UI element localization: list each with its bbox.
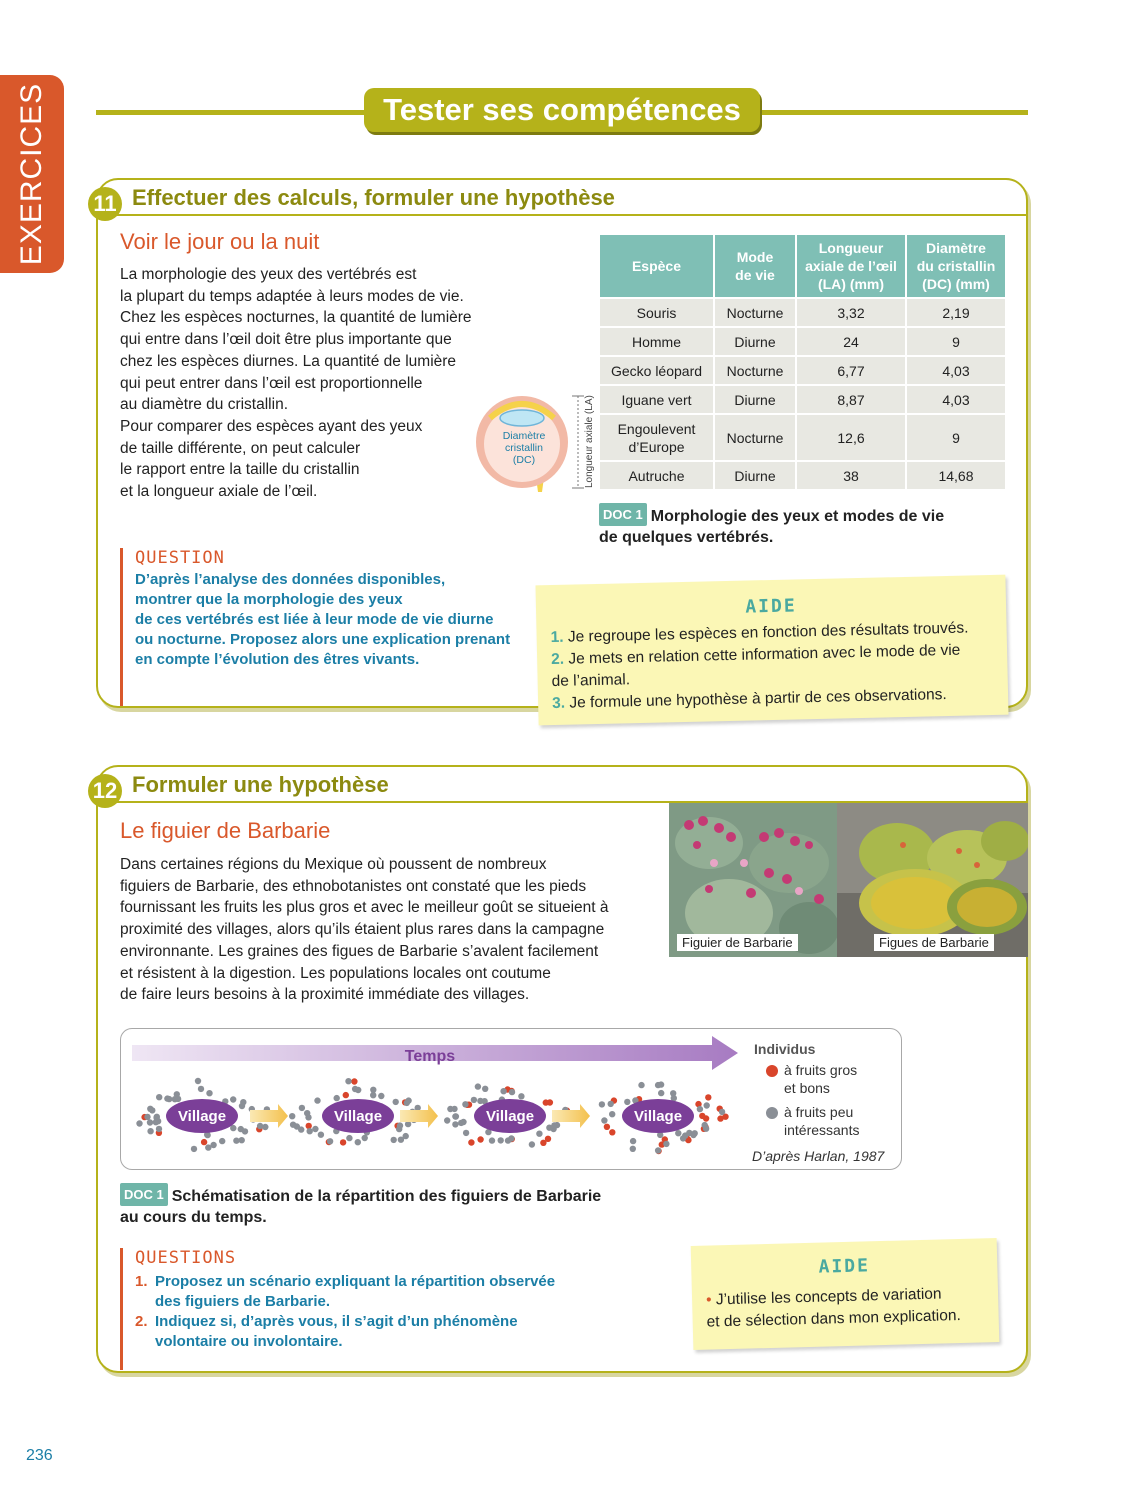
legend-text: et bons — [784, 1080, 830, 1096]
question-title: QUESTION — [135, 548, 225, 568]
individual-poor-fruit — [405, 1097, 411, 1103]
individual-poor-fruit — [195, 1078, 201, 1084]
text-line: et la longueur axiale de l’œil. — [120, 483, 318, 501]
cell-la: 24 — [796, 327, 906, 356]
individual-poor-fruit — [675, 1130, 681, 1136]
individual-poor-fruit — [536, 1131, 542, 1137]
doc-caption-line: de quelques vertébrés. — [599, 529, 774, 546]
doc-caption — [599, 503, 944, 548]
individual-poor-fruit — [144, 1114, 150, 1120]
cell-mode: Nocturne — [714, 298, 796, 327]
cell-text: Engoulevent — [617, 420, 696, 437]
doc-caption-line: Schématisation de la répartition des figuiers de Barbarie — [171, 1188, 602, 1205]
individual-good-fruit — [604, 1124, 610, 1130]
help-title: AIDE — [745, 595, 797, 618]
individual-poor-fruit — [471, 1097, 477, 1103]
legend-title: Individus — [754, 1041, 816, 1057]
individual-poor-fruit — [242, 1128, 248, 1134]
help-line: Je formule une hypothèse à partir de ces observations. — [569, 686, 947, 712]
text-line: qui entre dans l’œil doit être plus importante que — [120, 331, 452, 349]
help-num: 1. — [550, 628, 564, 647]
help-num: 3. — [551, 694, 566, 712]
help-text — [550, 618, 970, 715]
cell-la: 3,32 — [796, 298, 906, 327]
individual-good-fruit — [705, 1094, 711, 1100]
cell-espece — [599, 356, 714, 385]
individual-poor-fruit — [136, 1120, 142, 1126]
individual-good-fruit — [477, 1136, 483, 1142]
cell-espece — [599, 298, 714, 327]
individual-good-fruit — [351, 1078, 357, 1084]
exercise-subtitle: Le figuier de Barbarie — [120, 818, 331, 843]
cell-mode: Nocturne — [714, 356, 796, 385]
col-header-line: (LA) (mm) — [817, 276, 885, 292]
individual-poor-fruit — [230, 1096, 236, 1102]
col-header-line: axiale de l’œil — [805, 258, 897, 274]
individual-poor-fruit — [462, 1101, 468, 1107]
individual-poor-fruit — [703, 1126, 709, 1132]
individual-poor-fruit — [489, 1137, 495, 1143]
individual-poor-fruit — [601, 1117, 607, 1123]
col-header-line: du cristallin — [916, 258, 996, 274]
individual-poor-fruit — [153, 1115, 159, 1121]
schema-legend — [754, 1040, 859, 1139]
cell-la: 12,6 — [796, 414, 906, 461]
individual-poor-fruit — [299, 1105, 305, 1111]
individual-poor-fruit — [172, 1096, 178, 1102]
cell-la: 6,77 — [796, 356, 906, 385]
table-row — [599, 385, 1006, 414]
individual-good-fruit — [547, 1099, 553, 1105]
individual-good-fruit — [699, 1113, 705, 1119]
photo-caption: Figues de Barbarie — [874, 934, 994, 951]
village-label: Village — [485, 1108, 535, 1125]
questions-block — [120, 1248, 555, 1370]
cell-espece — [599, 414, 714, 461]
individual-poor-fruit — [393, 1099, 399, 1105]
table-row — [599, 414, 1006, 461]
individual-poor-fruit — [346, 1135, 352, 1141]
individual-poor-fruit — [451, 1106, 457, 1112]
text-line: de faire leurs besoins à la proximité immédiate des villages. — [120, 986, 530, 1004]
text-line: Pour comparer des espèces ayant des yeux — [120, 417, 423, 435]
col-header — [906, 234, 1006, 298]
individual-poor-fruit — [655, 1082, 661, 1088]
individual-poor-fruit — [205, 1144, 211, 1150]
text-line: au diamètre du cristallin. — [120, 396, 288, 414]
individual-poor-fruit — [149, 1107, 155, 1113]
cell-dc: 4,03 — [906, 356, 1006, 385]
exercise-title: Effectuer des calculs, formuler une hypothèse — [132, 185, 615, 210]
crystalline-lens — [500, 410, 544, 426]
individual-poor-fruit — [697, 1106, 703, 1112]
table-row — [599, 327, 1006, 356]
question-number: 1. — [135, 1273, 148, 1290]
cell-la: 8,87 — [796, 385, 906, 414]
individual-poor-fruit — [719, 1109, 725, 1115]
cell-dc: 14,68 — [906, 461, 1006, 490]
cell-text: Gecko léopard — [610, 362, 703, 379]
table-header-row — [599, 234, 1006, 298]
text-line: de taille différente, on peut calculer — [120, 439, 361, 457]
individual-poor-fruit — [239, 1103, 245, 1109]
schema-drawing — [120, 1028, 740, 1170]
individual-poor-fruit — [198, 1086, 204, 1092]
table-row — [599, 356, 1006, 385]
help-line: J’utilise les concepts de variation — [715, 1285, 942, 1309]
axial-length-label: Longueur axiale (LA) — [584, 395, 595, 488]
individual-poor-fruit — [257, 1123, 263, 1129]
photo-caption: Figuier de Barbarie — [677, 934, 798, 951]
text-line: figuiers de Barbarie, des ethnobotanistes ont constaté que les pieds — [120, 877, 587, 895]
doc-label: DOC 1 — [599, 503, 647, 526]
individual-poor-fruit — [206, 1090, 212, 1096]
village-label: Village — [177, 1108, 227, 1125]
individual-good-fruit — [540, 1140, 546, 1146]
individual-poor-fruit — [370, 1092, 376, 1098]
page-number: 236 — [26, 1447, 53, 1464]
individual-poor-fruit — [529, 1141, 535, 1147]
cell-text: Homme — [631, 333, 681, 350]
exercise-subtitle: Voir le jour ou la nuit — [120, 229, 320, 254]
col-header-line: Espèce — [631, 258, 682, 274]
questions-text — [135, 1272, 555, 1352]
help-num: 2. — [550, 650, 565, 669]
individual-poor-fruit — [655, 1147, 661, 1153]
individual-good-fruit — [468, 1139, 474, 1145]
exercise-title: Formuler une hypothèse — [132, 772, 389, 797]
photo-figs — [837, 803, 1028, 957]
question-line: de ces vertébrés est liée à leur mode de vie diurne — [135, 611, 494, 628]
individual-poor-fruit — [498, 1137, 504, 1143]
question-line: ou nocturne. Proposez alors une explication prenant — [135, 631, 511, 648]
photo-cactus — [669, 803, 837, 957]
individual-poor-fruit — [630, 1138, 636, 1144]
individual-poor-fruit — [452, 1121, 458, 1127]
individual-poor-fruit — [475, 1083, 481, 1089]
eye-morphology-table — [598, 233, 1007, 491]
col-header — [714, 234, 796, 298]
individual-poor-fruit — [345, 1078, 351, 1084]
exercise-number: 12 — [88, 774, 122, 808]
text-line: proximité des villages, alors qu’ils étaient plus rares dans la campagne — [120, 921, 605, 939]
legend-text: à fruits peu — [784, 1104, 854, 1120]
text-line: Dans certaines régions du Mexique où poussent de nombreux — [120, 856, 547, 873]
text-line: et résistent à la digestion. Les populations locales ont coutume — [120, 964, 551, 982]
individual-poor-fruit — [147, 1128, 153, 1134]
question-line: montrer que la morphologie des yeux — [135, 591, 403, 608]
intro-text — [120, 854, 609, 1006]
individual-good-fruit — [609, 1129, 615, 1135]
individual-poor-fruit — [312, 1126, 318, 1132]
bullet: • — [705, 1291, 712, 1309]
individual-poor-fruit — [233, 1138, 239, 1144]
individual-poor-fruit — [305, 1114, 311, 1120]
doc-caption — [120, 1183, 601, 1228]
individual-poor-fruit — [630, 1146, 636, 1152]
legend-red-dot — [766, 1065, 778, 1077]
individual-poor-fruit — [505, 1137, 511, 1143]
individual-poor-fruit — [362, 1135, 368, 1141]
individual-poor-fruit — [318, 1132, 324, 1138]
intro-text — [120, 264, 472, 503]
doc-label: DOC 1 — [120, 1183, 168, 1206]
individual-poor-fruit — [334, 1095, 340, 1101]
questions-title: QUESTIONS — [135, 1248, 237, 1268]
doc-caption-line: au cours du temps. — [120, 1209, 267, 1226]
individual-poor-fruit — [458, 1120, 464, 1126]
individual-poor-fruit — [327, 1138, 333, 1144]
col-header-line: Diamètre — [926, 240, 986, 256]
lens-label: (DC) — [512, 454, 536, 466]
col-header-line: de vie — [735, 267, 775, 283]
village-label: Village — [333, 1108, 383, 1125]
page-title: Tester ses compétences — [364, 88, 760, 132]
individual-poor-fruit — [686, 1130, 692, 1136]
individual-poor-fruit — [518, 1093, 524, 1099]
time-label: Temps — [404, 1048, 456, 1065]
help-note — [691, 1238, 1000, 1350]
help-note — [535, 575, 1008, 726]
eye-diagram — [468, 388, 598, 500]
individual-poor-fruit — [663, 1141, 669, 1147]
text-line: le rapport entre la taille du cristallin — [120, 461, 360, 479]
question-text — [135, 570, 510, 670]
col-header — [796, 234, 906, 298]
col-header-line: Mode — [736, 249, 774, 265]
table-row — [599, 461, 1006, 490]
text-line: qui peut entrer dans l’œil est proportionnelle — [120, 374, 423, 392]
lens-label: Diamètre — [502, 430, 546, 442]
individual-poor-fruit — [147, 1119, 153, 1125]
lens-label: cristallin — [505, 442, 543, 454]
individual-poor-fruit — [452, 1113, 458, 1119]
cell-mode: Diurne — [714, 461, 796, 490]
question-line: Indiquez si, d’après vous, il s’agit d’un phénomène — [155, 1313, 518, 1330]
cell-text: Iguane vert — [621, 391, 692, 408]
individual-poor-fruit — [624, 1099, 630, 1105]
individual-poor-fruit — [166, 1096, 172, 1102]
individual-poor-fruit — [608, 1101, 614, 1107]
individual-poor-fruit — [658, 1090, 664, 1096]
text-line: la plupart du temps adaptée à leurs modes de vie. — [120, 287, 464, 305]
individual-poor-fruit — [314, 1097, 320, 1103]
individual-poor-fruit — [509, 1089, 515, 1095]
question-line: volontaire ou involontaire. — [155, 1333, 343, 1350]
individual-poor-fruit — [352, 1086, 358, 1092]
individual-poor-fruit — [463, 1130, 469, 1136]
help-text — [706, 1283, 961, 1334]
cell-text: Autruche — [628, 467, 685, 484]
help-line: de l’animal. — [551, 671, 631, 691]
table-row — [599, 298, 1006, 327]
col-header-line: (DC) (mm) — [922, 276, 990, 292]
legend-text: à fruits gros — [784, 1062, 858, 1078]
question-line: D’après l’analyse des données disponibles, — [135, 571, 446, 588]
text-line: environnante. Les graines des figues de Barbarie s’avalent facilement — [120, 942, 599, 960]
individual-poor-fruit — [191, 1146, 197, 1152]
individual-good-fruit — [343, 1092, 349, 1098]
cell-dc: 2,19 — [906, 298, 1006, 327]
doc-caption-line: Morphologie des yeux et modes de vie — [650, 508, 945, 525]
cell-espece — [599, 327, 714, 356]
cell-mode: Diurne — [714, 327, 796, 356]
individual-poor-fruit — [680, 1135, 686, 1141]
individual-poor-fruit — [298, 1126, 304, 1132]
individual-poor-fruit — [546, 1125, 552, 1131]
col-header-line: Longueur — [818, 240, 884, 256]
individual-poor-fruit — [638, 1082, 644, 1088]
section-tab — [0, 75, 64, 273]
question-line: en compte l’évolution des êtres vivants. — [135, 651, 420, 668]
question-line: Proposez un scénario expliquant la répartition observée — [155, 1273, 556, 1290]
col-header — [599, 234, 714, 298]
individual-poor-fruit — [500, 1088, 506, 1094]
cell-dc: 9 — [906, 414, 1006, 461]
individual-poor-fruit — [156, 1094, 162, 1100]
section-tab-label: EXERCICES — [15, 82, 48, 266]
text-line: chez les espèces diurnes. La quantité de lumière — [120, 352, 457, 370]
individual-good-fruit — [340, 1139, 346, 1145]
individual-poor-fruit — [355, 1139, 361, 1145]
individual-poor-fruit — [289, 1113, 295, 1119]
help-line: Je regroupe les espèces en fonction des résultats trouvés. — [567, 619, 969, 646]
cell-espece — [599, 461, 714, 490]
individual-poor-fruit — [219, 1138, 225, 1144]
individual-good-fruit — [306, 1123, 312, 1129]
individual-poor-fruit — [609, 1111, 615, 1117]
legend-text: intéressants — [784, 1122, 860, 1138]
individual-poor-fruit — [599, 1101, 605, 1107]
legend-grey-dot — [766, 1107, 778, 1119]
help-line: et de sélection dans mon explication. — [706, 1306, 962, 1331]
schema-source: D’après Harlan, 1987 — [752, 1148, 885, 1164]
individual-poor-fruit — [378, 1093, 384, 1099]
individual-poor-fruit — [156, 1126, 162, 1132]
cell-text: d’Europe — [628, 438, 685, 455]
cell-dc: 4,03 — [906, 385, 1006, 414]
individual-poor-fruit — [397, 1122, 403, 1128]
individual-poor-fruit — [482, 1086, 488, 1092]
question-block — [120, 548, 510, 706]
text-line: fournissant les fruits les plus gros et avec le meilleur goût se situeient à — [120, 899, 609, 917]
text-line: Chez les espèces nocturnes, la quantité de lumière — [120, 309, 472, 327]
village-label: Village — [633, 1108, 683, 1125]
individual-poor-fruit — [444, 1117, 450, 1123]
individual-poor-fruit — [391, 1137, 397, 1143]
individual-poor-fruit — [398, 1137, 404, 1143]
cell-text: Souris — [636, 304, 677, 321]
individual-good-fruit — [201, 1139, 207, 1145]
cell-la: 38 — [796, 461, 906, 490]
cell-mode: Nocturne — [714, 414, 796, 461]
text-line: La morphologie des yeux des vertébrés est — [120, 266, 417, 283]
cell-espece — [599, 385, 714, 414]
question-line: des figuiers de Barbarie. — [155, 1293, 331, 1310]
question-number: 2. — [135, 1313, 148, 1330]
exercise-number: 11 — [88, 187, 122, 221]
cell-dc: 9 — [906, 327, 1006, 356]
cell-mode: Diurne — [714, 385, 796, 414]
help-title: AIDE — [818, 1255, 871, 1278]
help-line: Je mets en relation cette information avec le mode de vie — [568, 641, 961, 668]
individual-poor-fruit — [704, 1102, 710, 1108]
individual-poor-fruit — [307, 1128, 313, 1134]
